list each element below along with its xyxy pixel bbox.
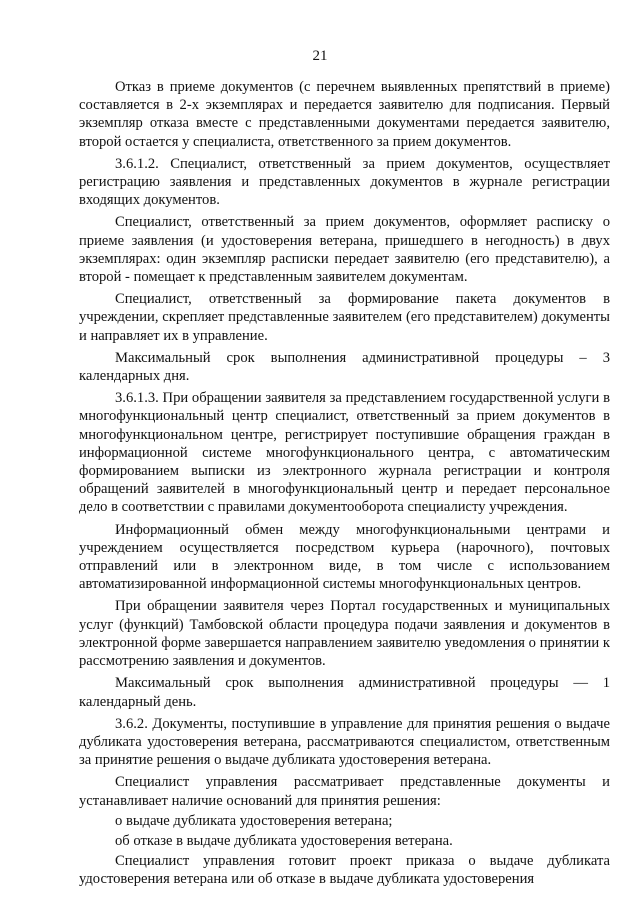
paragraph-receipt: Специалист, ответственный за прием документов, оформляет расписку о приеме заявления (и удостоверения ветерана, пришедшего в негодность) в двух экземплярах: один экземпляр расписки передает заявителю (его представителю), а второй - помещает к представленным заявителем документам. [79, 214, 610, 286]
paragraph-draft-order: Специалист управления готовит проект приказа о выдаче дубликата удостоверения ветерана или об отказе в выдаче дубликата удостоверения [79, 853, 610, 888]
paragraph-grounds-review: Специалист управления рассматривает представленные документы и устанавливает наличие оснований для принятия решения: [79, 774, 610, 809]
paragraph-information-exchange: Информационный обмен между многофункциональными центрами и учреждением осуществляется посредством курьера (нарочного), почтовых отправлений или в электронном виде, в том числе с использованием автоматизированной информационной системы многофункциональных центров. [79, 521, 610, 593]
paragraph-max-term-3-days: Максимальный срок выполнения административной процедуры – 3 календарных дня. [79, 349, 610, 385]
document-body [79, 78, 610, 893]
paragraph-portal-submission: При обращении заявителя через Портал государственных и муниципальных услуг (функций) Тамбовской области процедура подачи заявления и документов в электронной форме завершается направлением заявителю уведомления о принятии к рассмотрению заявления и документов. [79, 598, 610, 670]
page-number: 21 [312, 48, 328, 64]
list-item-refuse-duplicate: об отказе в выдаче дубликата удостоверения ветерана. [115, 832, 453, 849]
paragraph-max-term-1-day: Максимальный срок выполнения административной процедуры — 1 календарный день. [79, 675, 610, 710]
paragraph-refusal-copies: Отказ в приеме документов (с перечнем выявленных препятствий в приеме) составляется в 2-х экземплярах и передается заявителю для подписания. Первый экземпляр отказа вместе с представленными документами передается заявителю, второй остается у специалиста, ответственного за прием документов. [79, 79, 610, 150]
list-item-issue-duplicate: о выдаче дубликата удостоверения ветерана; [115, 812, 393, 829]
paragraph-3-6-1-2: 3.6.1.2. Специалист, ответственный за прием документов, осуществляет регистрацию заявления и представленных документов в журнале регистрации входящих документов. [79, 155, 610, 209]
paragraph-package-formation: Специалист, ответственный за формирование пакета документов в учреждении, скрепляет представленные заявителем (его представителем) документы и направляет их в управление. [79, 291, 610, 344]
paragraph-3-6-2: 3.6.2. Документы, поступившие в управление для принятия решения о выдаче дубликата удостоверения ветерана, рассматриваются специалистом, ответственным за принятие решения о выдаче дубликата удостоверения ветерана. [79, 715, 610, 769]
paragraph-3-6-1-3: 3.6.1.3. При обращении заявителя за представлением государственной услуги в многофункциональный центр специалист, ответственный за прием документов в многофункциональном центре, регистрирует поступившие обращения граждан в информационной системе многофункционального центра, с автоматическим формированием выписки из электронного журнала регистрации и контроля обращений заявителей в многофункциональный центр и передает персональное дело в соответствии с правилами документооборота специалисту учреждения. [79, 390, 610, 516]
